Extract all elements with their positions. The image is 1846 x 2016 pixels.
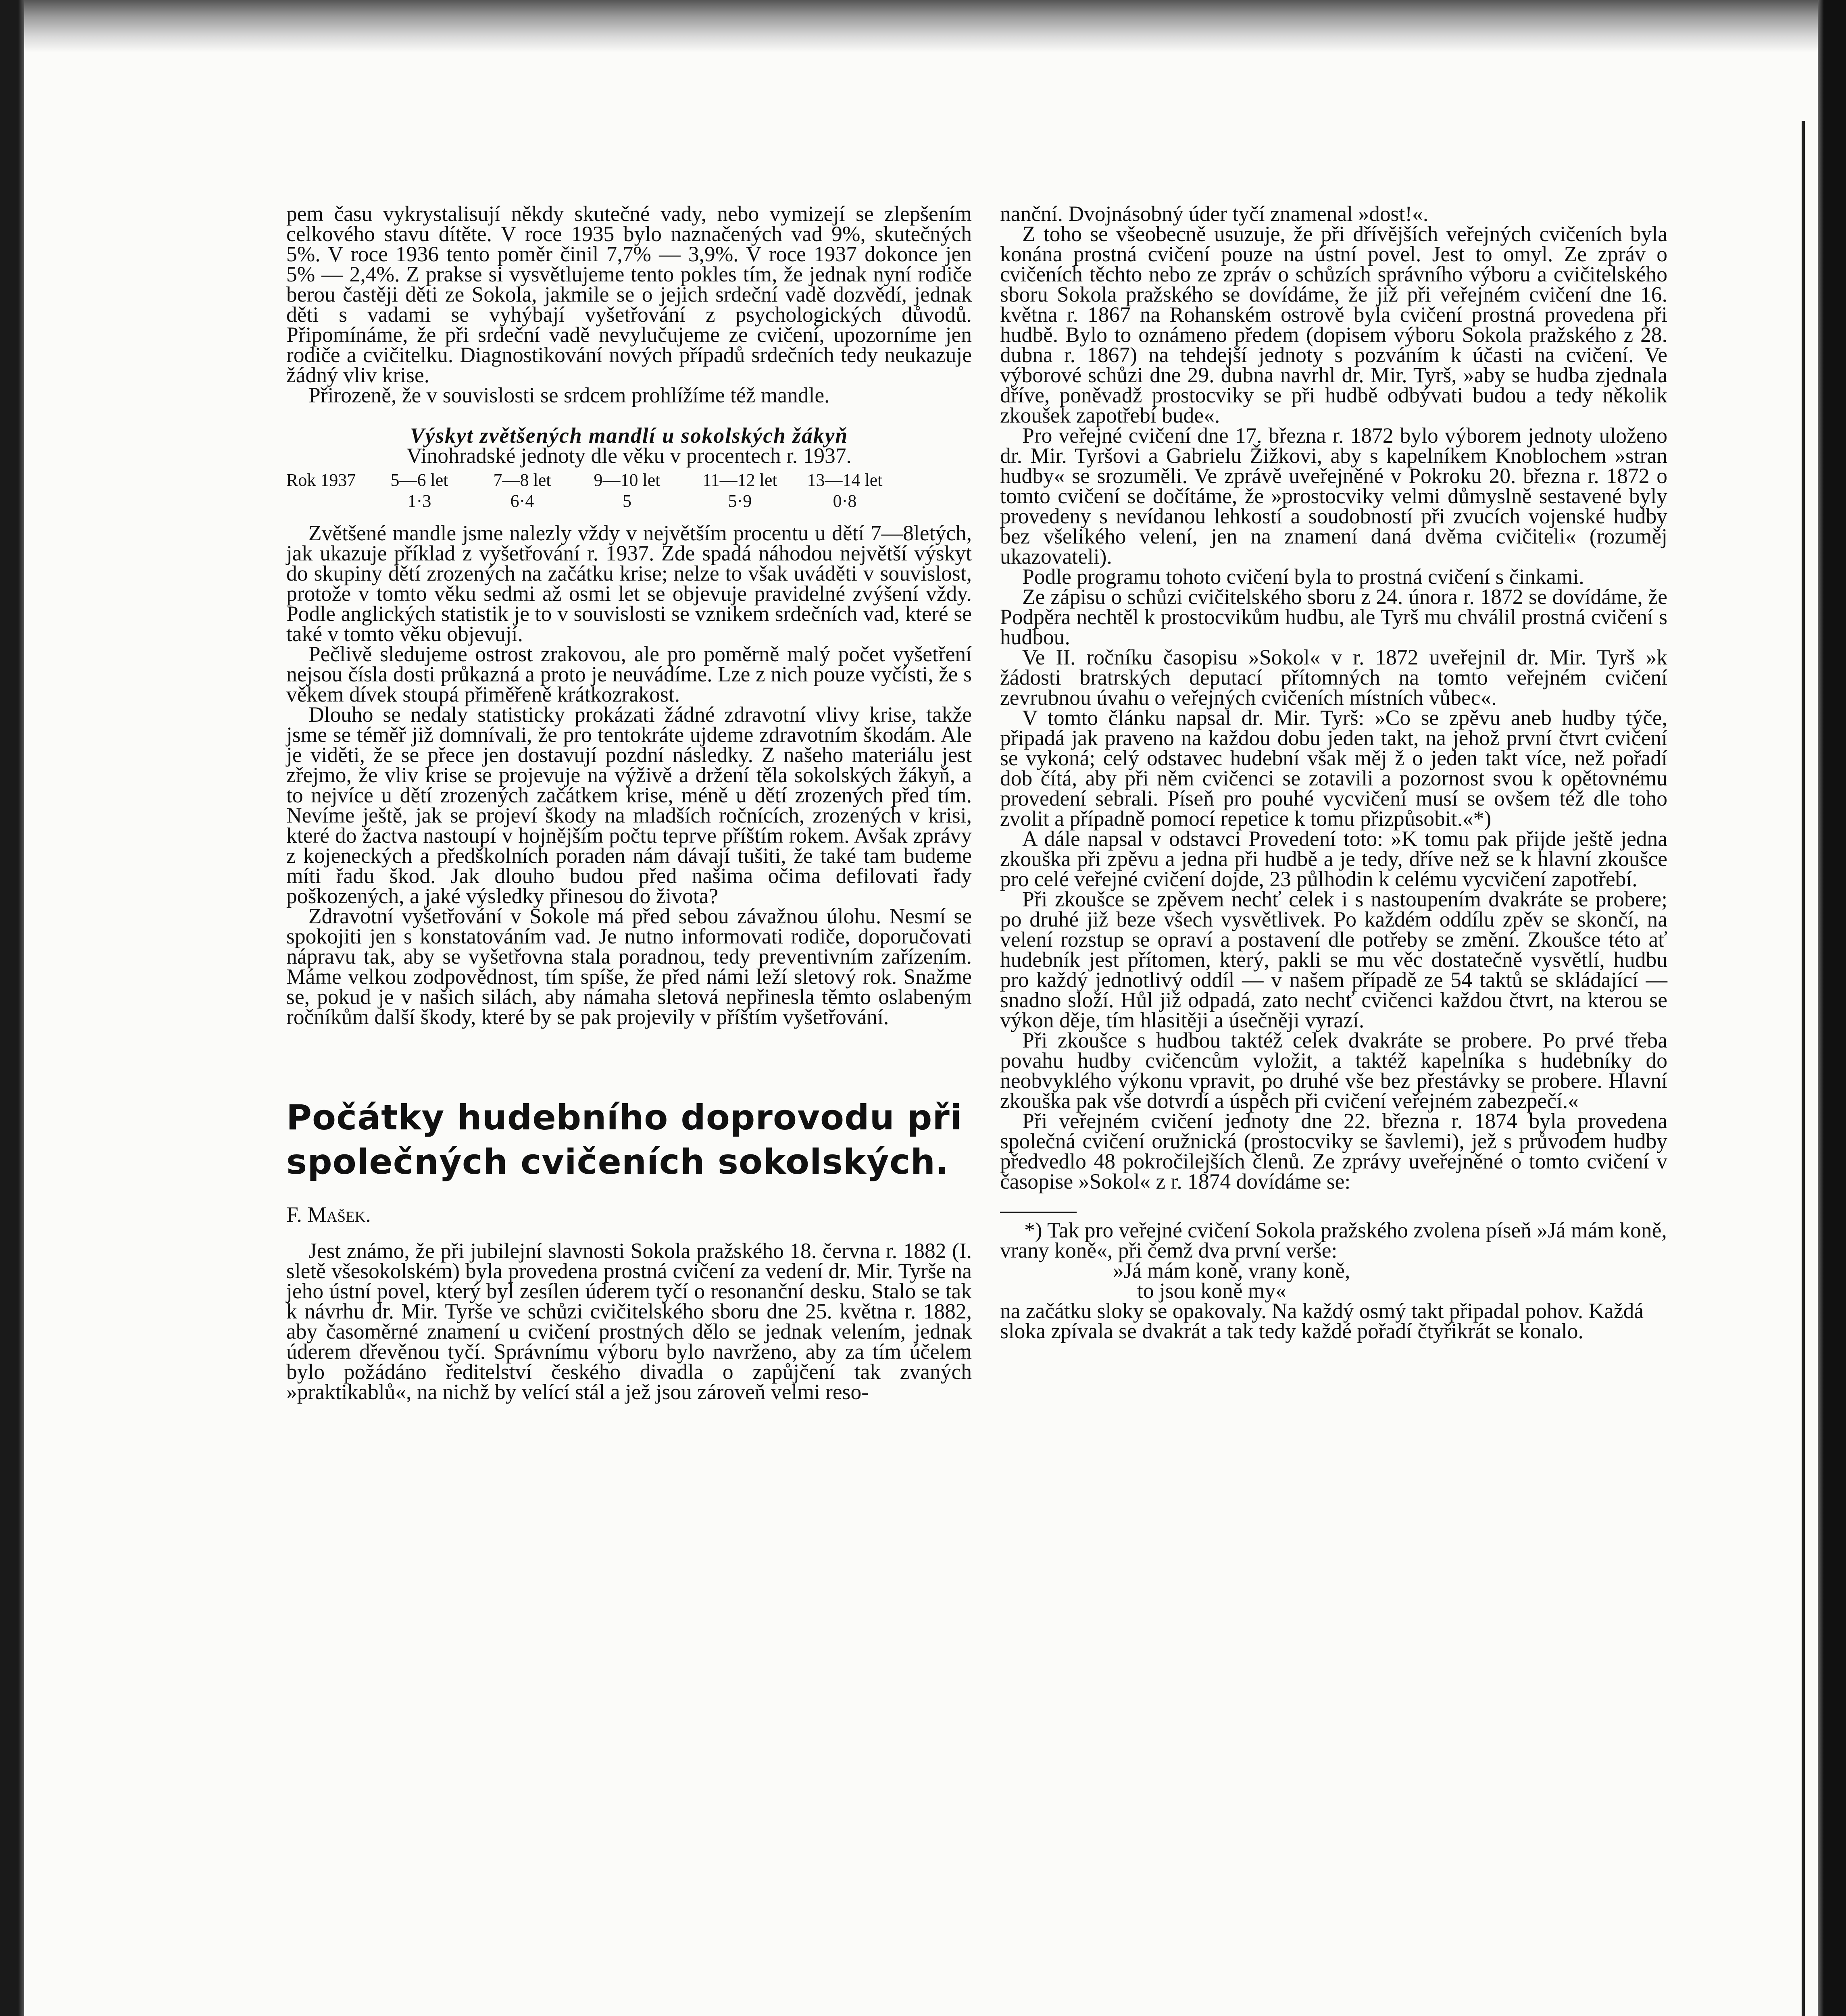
- table-header: 9—10 let: [594, 470, 660, 490]
- footnote-verse: »Já mám koně, vrany koně,: [1113, 1258, 1350, 1283]
- footnote-text: na začátku sloky se opakovaly. Na každý osmý takt připadal pohov. Každá sloka zpívala se dvakrát a tak tedy každé pořadí čtyřikrát se konalo.: [1000, 1299, 1644, 1343]
- table-title: Výskyt zvětšených mandlí u sokolských žákyň: [410, 423, 848, 448]
- table-cell: 1·3: [407, 491, 431, 511]
- paragraph: Pečlivě sledujeme ostrost zrakovou, ale pro poměrně malý počet vyšetření nejsou čísla dosti průkazná a proto je neuvádíme. Lze z nich pouze vyčísti, že s věkem dívek stoupá přiměřeně krátkozrakost.: [286, 642, 972, 706]
- table-subtitle: Vinohradské jednoty dle věku v procentech r. 1937.: [406, 444, 852, 468]
- paragraph: Pro veřejné cvičení dne 17. března r. 1872 bylo výborem jednoty uloženo dr. Mir. Tyršovi a Gabrielu Žižkovi, aby s kapelníkem Knoblochem »stran hudby« se srozuměli. Ve zprávě uveřejněné v Pokroku 20. března r. 1872 o tomto cvičení se dočítáme, že »prostocviky velmi důmyslně sestavené byly provedeny s nevídanou lehkostí a soudobností při zvucích vojenské hudby bez všelikého velení, jen na znamení daná dvěma cvičiteli« (rozuměj ukazovateli).: [1000, 423, 1667, 569]
- table-cell: [286, 491, 367, 512]
- scan-top-edge: [0, 0, 1846, 52]
- paragraph: Přirozeně, že v souvislosti se srdcem prohlížíme též mandle.: [308, 383, 830, 407]
- paragraph: Ze zápisu o schůzi cvičitelského sboru z 24. února r. 1872 se dovídáme, že Podpěra nechtěl k prostocvikům hudbu, ale Tyrš mu chválil prostná cvičení s hudbou.: [1000, 585, 1667, 649]
- scan-fold-line: [1802, 121, 1805, 2016]
- table-cell: 6·4: [510, 491, 534, 511]
- tonsil-statistics-table: [286, 470, 972, 512]
- table-header: 5—6 let: [390, 470, 448, 490]
- paragraph: Z toho se všeobecně usuzuje, že při dřívějších veřejných cvičeních byla konána prostná cvičení pouze na ústní povel. Jest to omyl. Ze zpráv o cvičeních těchto nebo ze zpráv o schůzích správního výboru a cvičitelského sboru Sokola pražského se dovídáme, že již při veřejném cvičení dne 16. května r. 1867 na Rohanském ostrově byla cvičení prostná provedena při hudbě. Bylo to oznámeno předem (dopisem výboru Sokola pražského z 28. dubna r. 1867) na tehdejší jednoty s pozváním k účasti na cvičení. Ve výborové schůzi dne 29. dubna navrhl dr. Mir. Tyrš, »aby se hudba zjednala dříve, poněvadž prostocviky se při hudbě odbývati budou a tedy několik zkoušek zapotřebí bude«.: [1000, 222, 1667, 427]
- article-headline: Počátky hudebního doprovodu při společných cvičeních sokolských.: [286, 1098, 963, 1182]
- paragraph: A dále napsal v odstavci Provedení toto: »K tomu pak přijde ještě jedna zkouška při zpěvu a jedna při hudbě a je tedy, dříve než se k hlavní zkoušce pro celé veřejné cvičení dojde, 23 půlhodin k celému vycvičení zapotřebí.: [1000, 827, 1667, 891]
- paragraph: Při veřejném cvičení jednoty dne 22. března r. 1874 byla provedena společná cvičení oružnická (prostocviky se šavlemi), jež s průvodem hudby předvedlo 48 pokročilejších členů. Ze zprávy uveřejněné o tomto cvičení v časopise »Sokol« z r. 1874 dovídáme se:: [1000, 1109, 1667, 1193]
- paragraph: Při zkoušce s hudbou taktéž celek dvakráte se probere. Po prvé třeba povahu hudby cvičencům vyložit, a taktéž kapelníka s hudebníky do neobvyklého výkonu vpravit, po druhé vše bez přestávky se probere. Hlavní zkouška pak vše dotvrdí a úspěch při cvičení veřejném zabezpečí.«: [1000, 1028, 1667, 1113]
- left-column: [286, 204, 972, 1402]
- table-header: 13—14 let: [807, 470, 883, 490]
- paragraph: Jest známo, že při jubilejní slavnosti Sokola pražského 18. června r. 1882 (I. sletě všesokolském) byla provedena prostná cvičení za vedení dr. Mir. Tyrše na jeho ústní povel, který byl zesílen úderem tyčí o resonanční desku. Stalo se tak k návrhu dr. Mir. Tyrše ve schůzi cvičitelského sboru dne 25. května r. 1882, aby časoměrné znamení u cvičení prostných dělo se jednak velením, jednak úderem dřevěnou tyčí. Správnímu výboru bylo navrženo, aby za tím účelem bylo požádáno ředitelství českého divadla o zapůjčení tak zvaných »praktikablů«, na nichž by velící stál a jež jsou zároveň velmi reso-: [286, 1239, 972, 1404]
- paragraph: Ve II. ročníku časopisu »Sokol« v r. 1872 uveřejnil dr. Mir. Tyrš »k žádosti bratrských deputací přítomných na tomto veřejném cvičení zevrubnou úvahu o veřejných cvičeních místních vůbec«.: [1000, 645, 1667, 710]
- table-header: 11—12 let: [702, 470, 777, 490]
- paragraph: Dlouho se nedaly statisticky prokázati žádné zdravotní vlivy krise, takže jsme se téměř již domnívali, že pro tentokráte ujdeme zdravotním škodám. Ale je viděti, že se přece jen dostavují pozdní následky. Z našeho materiálu jest zřejmo, že vliv krise se projevuje na výživě a držení těla sokolských žákyň, a to nejvíce u dětí zrozených začátkem krise, méně u dětí zrozených před tím. Nevíme ještě, jak se projeví škody na mladších ročnících, zrozených v krisi, které do žactva nastoupí v hojnějším počtu teprve příštím rokem. Avšak zprávy z kojeneckých a předškolních poraden nám dávají tušiti, že také tam budeme míti řadu škod. Jak dlouho budou před našima očima defilovati řady poškozených, a jaké výsledky přinesou do života?: [286, 702, 972, 908]
- table-cell: 0·8: [833, 491, 857, 511]
- paragraph: nanční. Dvojnásobný úder tyčí znamenal »dost!«.: [1000, 202, 1429, 226]
- footnote-divider: [1000, 1212, 1077, 1213]
- table-cell: 5·9: [728, 491, 752, 511]
- paragraph: Podle programu tohoto cvičení byla to prostná cvičení s činkami.: [1022, 564, 1584, 589]
- scan-right-edge: [1818, 0, 1846, 2016]
- paragraph: Při zkoušce se zpěvem nechť celek i s nastoupením dvakráte se probere; po druhé již beze všech vysvětlivek. Po každém oddílu zpěv se skončí, na velení rozstup se opraví a postavení dle potřeby se změní. Zkoušce této ať hudebník jest přítomen, který, pakli se mu věc dostatečně vysvětlí, hudbu pro každý jednotlivý oddíl — v našem případě ze 54 taktů se skládající — snadno složí. Hůl již odpadá, zato nechť cvičenci každou čtvrt, na kterou se výkon děje, tím hlasitěji a úsečněji vyrazí.: [1000, 887, 1667, 1032]
- table-header: Rok 1937: [286, 470, 356, 490]
- paragraph: Zvětšené mandle jsme nalezly vždy v největším procentu u dětí 7—8letých, jak ukazuje příklad z vyšetřování r. 1937. Zde spadá náhodou největší výskyt do skupiny dětí zrozených na začátku krise; nelze to však uváděti v souvislost, protože v tomto věku sedmi až osmi let se objevuje pravidelné zvýšení vždy. Podle anglických statistik je to v souvislosti se vznikem srdečních vad, které se také v tomto věku objevují.: [286, 521, 972, 646]
- right-column: [1000, 204, 1667, 1341]
- paragraph: Zdravotní vyšetřování v Sokole má před sebou závažnou úlohu. Nesmí se spokojiti jen s konstatováním vad. Je nutno informovati rodiče, doporučovati nápravu tak, aby se vyšetřovna stala poradnou, tedy preventivním zařízením. Máme velkou zodpovědnost, tím spíše, že před námi leží sletový rok. Snažme se, pokud je v našich silách, aby námaha sletová nepřinesla těmto oslabeným ročníkům další škody, které by se pak projevily v příštím vyšetřování.: [286, 904, 972, 1029]
- article-author: F. Mašek.: [286, 1202, 371, 1227]
- paragraph: pem času vykrystalisují někdy skutečné vady, nebo vymizejí se zlepšením celkového stavu dítěte. V roce 1935 bylo naznačených vad 9%, skutečných 5%. V roce 1936 tento poměr činil 7,7% — 3,9%. V roce 1937 dokonce jen 5% — 2,4%. Z prakse si vysvětlujeme tento pokles tím, že jednak nyní rodiče berou častěji děti ze Sokola, jakmile se o jejich srdeční vadě dozvědí, jednak děti s vadami se vyhýbají vyšetřování z psychologických důvodů. Připomínáme, že při srdeční vadě nevylučujeme ze cvičení, upozorníme jen rodiče a cvičitelku. Diagnostikování nových případů srdečních tedy neukazuje žádný vliv krise.: [286, 202, 972, 387]
- table-cell: 5: [623, 491, 631, 511]
- table-header: 7—8 let: [493, 470, 551, 490]
- footnote-text: *) Tak pro veřejné cvičení Sokola pražského zvolena píseň »Já mám koně, vrany koně«, při čemž dva první verše:: [1000, 1218, 1667, 1262]
- paragraph: V tomto článku napsal dr. Mir. Tyrš: »Co se zpěvu aneb hudby týče, připadá jak praveno na každou dobu jeden takt, na jehož první čtvrt cvičení se vykoná; celý odstavec hudební však měj ž o jeden takt více, než pořadí dob čítá, aby při něm cvičenci se zotavili a pozornost svou k opětovnému provedení sebrali. Píseň pro pouhé vycvičení musí se ovšem též dle toho zvolit a případně pomocí repetice k tomu přizpůsobit.«*): [1000, 706, 1667, 831]
- footnote-verse: to jsou koně my«: [1137, 1279, 1287, 1303]
- scan-left-edge: [0, 0, 24, 2016]
